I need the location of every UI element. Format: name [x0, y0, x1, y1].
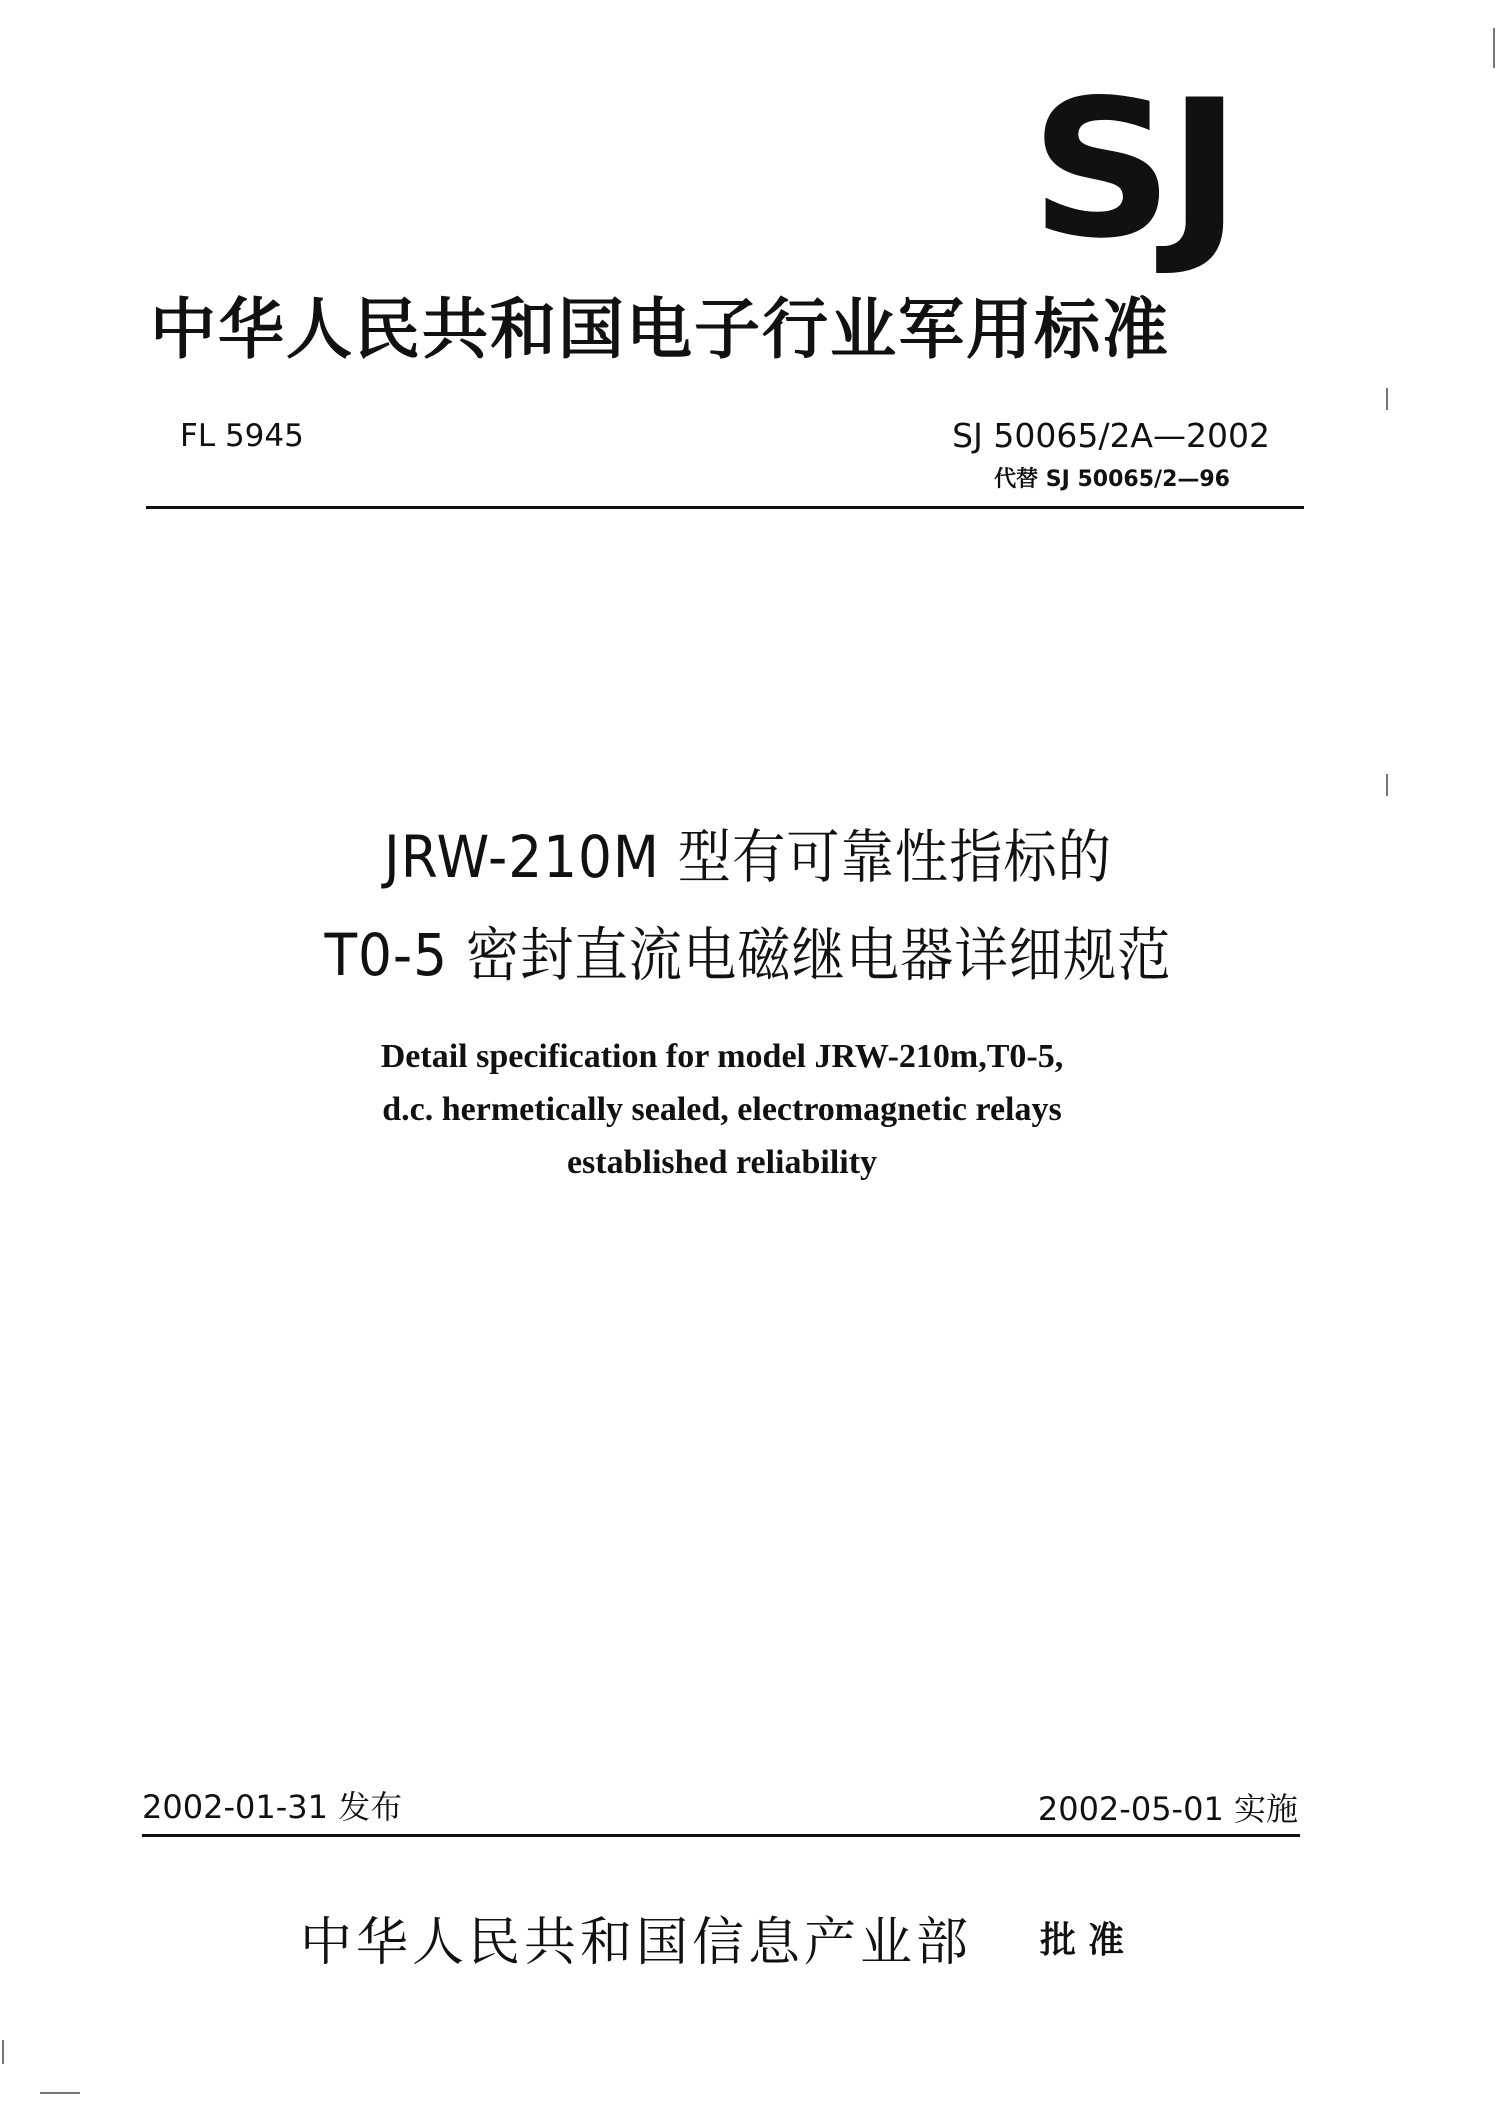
- title-chinese-line-1: JRW-210M 型有可靠性指标的: [384, 823, 1112, 891]
- title-chinese-line-2: T0-5 密封直流电磁继电器详细规范: [324, 921, 1172, 989]
- header-divider: [146, 506, 1304, 509]
- scan-mark: [1386, 774, 1388, 796]
- standard-title: 中华人民共和国电子行业军用标准: [150, 291, 1170, 368]
- scan-mark: [2, 2040, 4, 2064]
- title-chinese: [0, 808, 1496, 1004]
- title-english-line-2: d.c. hermetically sealed, electromagnetic relays: [382, 1091, 1062, 1128]
- fl-code: FL 5945: [180, 418, 304, 454]
- replaces-note: 代替 SJ 50065/2—96: [994, 467, 1230, 492]
- title-english: [0, 1030, 1444, 1189]
- implementation-date: 2002-05-01 实施: [1037, 1790, 1298, 1828]
- sj-logo: SJ: [1030, 59, 1236, 280]
- approval-label: 批准: [1040, 1920, 1137, 1961]
- title-english-line-3: established reliability: [566, 1144, 878, 1181]
- scan-mark: [1386, 388, 1388, 410]
- title-english-line-1: Detail specification for model JRW-210m,T0-5,: [380, 1038, 1064, 1075]
- ministry-name: 中华人民共和国信息产业部: [300, 1913, 973, 1973]
- footer-divider: [142, 1834, 1300, 1837]
- scan-mark: [1493, 28, 1495, 68]
- scan-mark: [40, 2092, 80, 2094]
- standard-number: SJ 50065/2A—2002: [952, 416, 1270, 455]
- issue-date: 2002-01-31 发布: [142, 1788, 403, 1826]
